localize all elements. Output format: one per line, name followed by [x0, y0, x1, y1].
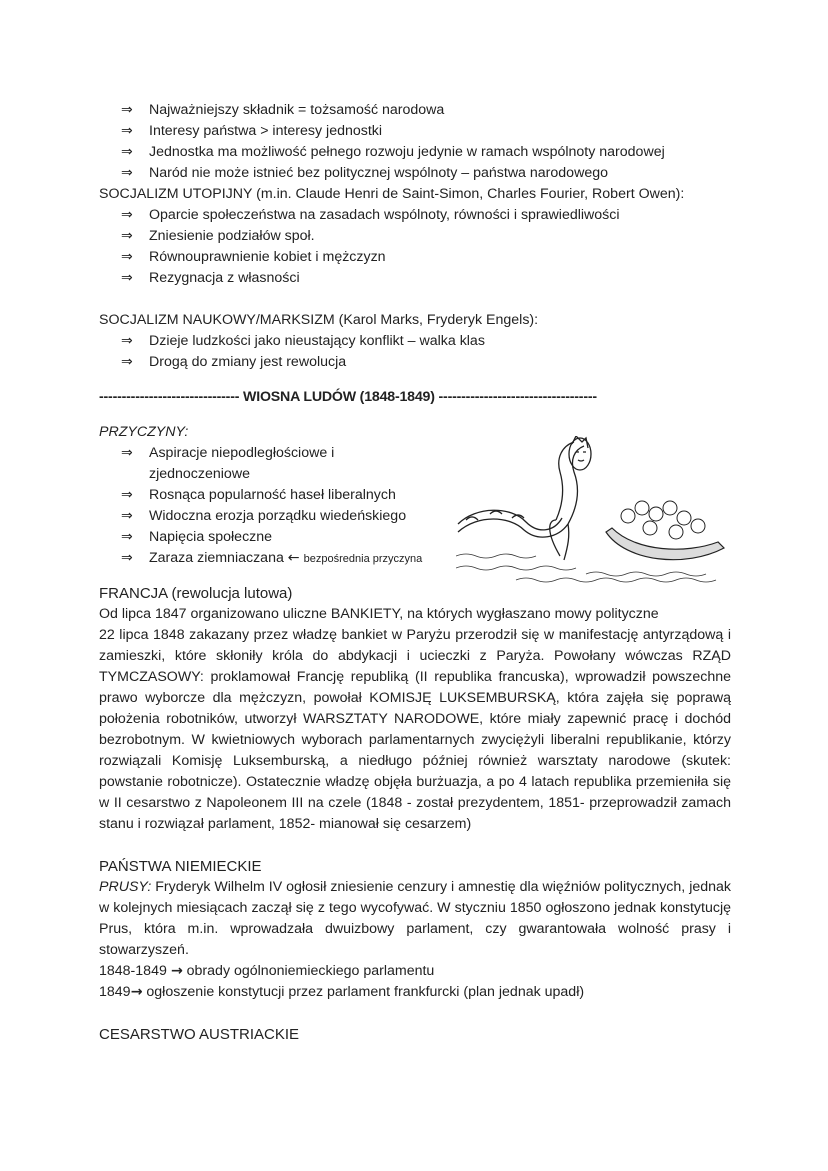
right-arrow-icon: →: [130, 984, 143, 1000]
left-arrow-icon: ←: [287, 550, 300, 566]
list-item: ⇒ Rosnąca popularność haseł liberalnych: [99, 485, 399, 506]
list-item: ⇒ Zniesienie podziałów społ.: [99, 226, 731, 247]
list-item: ⇒ Naród nie może istnieć bez politycznej wspólnoty – państwa narodowego: [99, 163, 731, 184]
right-arrow-icon: →: [170, 963, 183, 979]
right-double-arrow-icon: ⇒: [121, 249, 133, 265]
right-double-arrow-icon: ⇒: [121, 144, 133, 160]
right-double-arrow-icon: ⇒: [121, 445, 133, 461]
list-item: ⇒ Interesy państwa > interesy jednostki: [99, 121, 731, 142]
fact-line: 1849→ ogłoszenie konstytucji przez parlament frankfurcki (plan jednak upadł): [99, 984, 585, 1000]
right-double-arrow-icon: ⇒: [121, 354, 133, 370]
france-heading: FRANCJA (rewolucja lutowa): [99, 585, 293, 602]
right-double-arrow-icon: ⇒: [121, 550, 133, 566]
right-double-arrow-icon: ⇒: [121, 165, 133, 181]
fact-line: 1848-1849 → obrady ogólnoniemieckiego parlamentu: [99, 963, 435, 979]
france-line: Od lipca 1847 organizowano uliczne BANKIETY, na których wygłaszano mowy polityczne: [99, 606, 659, 622]
prussia-label: PRUSY:: [99, 879, 152, 895]
marxism-list: [99, 331, 731, 373]
cause-note: bezpośrednia przyczyna: [303, 553, 423, 565]
spacer: [99, 835, 731, 856]
list-item: ⇒ Napięcia społeczne: [99, 527, 399, 548]
causes-list: [99, 443, 423, 570]
list-item: ⇒ Równouprawnienie kobiet i mężczyzn: [99, 247, 731, 268]
list-item: ⇒ Jednostka ma możliwość pełnego rozwoju jedynie w ramach wspólnoty narodowej: [99, 142, 731, 163]
right-double-arrow-icon: ⇒: [121, 270, 133, 286]
list-item: ⇒ Najważniejszy składnik = tożsamość narodowa: [99, 100, 731, 121]
list-item: ⇒ Zaraza ziemniaczana ← bezpośrednia przyczyna: [99, 548, 399, 570]
list-item: ⇒ Widoczna erozja porządku wiedeńskiego: [99, 506, 399, 527]
separator-dashes-left: -------------------------------: [99, 389, 240, 405]
utopian-socialism-list: [99, 205, 731, 289]
list-item: ⇒ Drogą do zmiany jest rewolucja: [99, 352, 731, 373]
right-double-arrow-icon: ⇒: [121, 102, 133, 118]
sea-serpent-cartoon-image: [456, 436, 731, 586]
right-double-arrow-icon: ⇒: [121, 207, 133, 223]
right-double-arrow-icon: ⇒: [121, 123, 133, 139]
right-double-arrow-icon: ⇒: [121, 508, 133, 524]
causes-section: [99, 422, 731, 570]
austria-heading: CESARSTWO AUSTRIACKIE: [99, 1026, 300, 1043]
right-double-arrow-icon: ⇒: [121, 333, 133, 349]
right-double-arrow-icon: ⇒: [121, 529, 133, 545]
document-page: [99, 100, 731, 1045]
france-paragraph: 22 lipca 1848 zakazany przez władzę bankiet w Paryżu przerodził się w manifestację antyrządową i zamieszki, które skłoniły króla do abdykacji i ucieczki z Paryża. Powołany wówczas RZĄD TYMCZASOWY: proklamował Francję republiką (II republika francuska), wprowadził powszechne prawo wyborcze dla mężczyzn, powołał KOMISJĘ LUKSEMBURSKĄ, która zajęła się poprawą położenia robotników, utworzył WARSZTATY NARODOWE, które miały zapewnić pracę i dochód bezrobotnym. W kwietniowych wyborach parlamentarnych zwyciężyli liberalni republikanie, którzy rozwiązali Komisję Luksemburską, a niedługo później również warsztaty narodowe (skutek: powstanie robotnicze). Ostatecznie władzę objęła burżuazja, a po 4 latach republika przemieniła się w II cesarstwo z Napoleonem III na czele (1848 - został prezydentem, 1851- przeprowadził zamach stanu i rozwiązał parlament, 1852- mianował się cesarzem): [99, 627, 731, 832]
germany-heading: PAŃSTWA NIEMIECKIE: [99, 858, 262, 875]
prussia-text: Fryderyk Wilhelm IV ogłosił zniesienie cenzury i amnestię dla więźniów politycznych, jednak w kolejnych miesiącach zaczął się z tego wycofywać. W styczniu 1850 ogłoszono jednak konstytucję Prus, która m.in. wprowadzała dwuizbowy parlament, czy gwarantowała wolność prasy i stowarzyszeń.: [99, 879, 731, 958]
marxism-heading: SOCJALIZM NAUKOWY/MARKSIZM (Karol Marks, Fryderyk Engels):: [99, 312, 539, 328]
separator-dashes-right: -----------------------------------: [438, 389, 597, 405]
prussia-paragraph: [99, 877, 731, 961]
utopian-socialism-heading: SOCJALIZM UTOPIJNY (m.in. Claude Henri de Saint-Simon, Charles Fourier, Robert Owen):: [99, 186, 685, 202]
spacer: [99, 1003, 731, 1024]
right-double-arrow-icon: ⇒: [121, 487, 133, 503]
section-separator: [99, 387, 731, 408]
spacer: [99, 289, 731, 310]
list-item: ⇒ Rezygnacja z własności: [99, 268, 731, 289]
nationalism-list: [99, 100, 731, 184]
list-item: ⇒ Aspiracje niepodległościowe i zjednoczeniowe: [121, 445, 335, 482]
section-title: WIOSNA LUDÓW (1848-1849): [243, 389, 435, 405]
causes-heading: PRZYCZYNY:: [99, 424, 189, 440]
list-item: ⇒ Dzieje ludzkości jako nieustający konflikt – walka klas: [99, 331, 731, 352]
list-item: ⇒ Oparcie społeczeństwa na zasadach wspólnoty, równości i sprawiedliwości: [99, 205, 731, 226]
right-double-arrow-icon: ⇒: [121, 228, 133, 244]
